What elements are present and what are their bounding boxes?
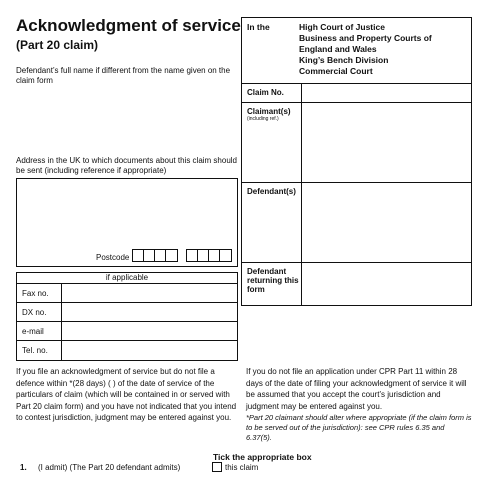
claimants-input[interactable] <box>302 103 471 182</box>
tel-input[interactable] <box>62 341 237 360</box>
dx-label: DX no. <box>17 303 62 321</box>
court-line: Commercial Court <box>299 66 373 76</box>
email-row <box>17 322 237 341</box>
claimants-label: Claimant(s) <box>247 107 291 116</box>
claimants-label-cell <box>242 103 302 182</box>
defendants-label: Defendant(s) <box>242 183 302 262</box>
defendants-input[interactable] <box>302 183 471 262</box>
item-number: 1. <box>20 463 27 472</box>
form-subtitle: (Part 20 claim) <box>16 38 99 52</box>
contact-header: if applicable <box>17 273 237 284</box>
jurisdiction-notice-text: If you do not file an application under CPR Part 11 within 28 days of the date of filing your acknowledgment of service it will be assumed that you accept the court’s jurisdiction and judgment may be entered against you. <box>246 367 467 411</box>
dx-row <box>17 303 237 322</box>
fax-row <box>17 284 237 303</box>
court-line: England and Wales <box>299 44 377 54</box>
tel-label: Tel. no. <box>17 341 62 360</box>
court-line: High Court of Justice <box>299 22 385 32</box>
contact-details-table <box>16 272 238 361</box>
dx-input[interactable] <box>62 303 237 321</box>
defendant-returning-label: Defendant returning this form <box>242 263 302 305</box>
claimants-sub-label: (including ref.) <box>247 116 279 122</box>
court-header <box>242 18 471 84</box>
defendant-returning-input[interactable] <box>302 263 471 305</box>
fax-label: Fax no. <box>17 284 62 302</box>
address-label: Address in the UK to which documents about this claim should be sent (including reference if appropriate) <box>16 156 238 175</box>
claim-no-row <box>242 84 471 103</box>
court-details-table <box>241 17 472 306</box>
postcode-input-inward[interactable] <box>186 249 232 262</box>
postcode-label: Postcode <box>96 253 130 262</box>
claim-no-label: Claim No. <box>242 84 302 102</box>
claimant-note-text: *Part 20 claimant should alter where appropriate (if the claim form is to be served out of the jurisdiction): see CPR rules 6.35 and 6.37(5). <box>246 413 472 442</box>
admit-claim-checkbox[interactable] <box>212 462 222 472</box>
court-line: Business and Property Courts of <box>299 33 432 43</box>
email-input[interactable] <box>62 322 237 340</box>
form-title: Acknowledgment of service <box>16 16 241 35</box>
defendant-returning-row <box>242 263 471 305</box>
admit-claim-checkbox-label: this claim <box>225 463 259 472</box>
tel-row <box>17 341 237 360</box>
email-label: e-mail <box>17 322 62 340</box>
postcode-input-outward[interactable] <box>132 249 178 262</box>
admit-item-text: (I admit) (The Part 20 defendant admits) <box>38 463 181 472</box>
defence-notice-text: If you file an acknowledgment of service but do not file a defence within *(28 days) ( ) of the date of service of the particulars of claim (which will be contained in or served with Part 20 claim form) and you have not indicated that you intend to contest jurisdiction, judgment may be entered against you. <box>16 367 237 422</box>
in-the-label: In the <box>247 22 270 32</box>
fax-input[interactable] <box>62 284 237 302</box>
tick-heading: Tick the appropriate box <box>213 452 312 462</box>
court-name <box>299 22 432 83</box>
defendant-name-label: Defendant’s full name if different from the name given on the claim form <box>16 66 231 85</box>
claim-no-input[interactable] <box>302 84 471 102</box>
claimants-row <box>242 103 471 183</box>
court-line: King’s Bench Division <box>299 55 389 65</box>
defendants-row <box>242 183 471 263</box>
